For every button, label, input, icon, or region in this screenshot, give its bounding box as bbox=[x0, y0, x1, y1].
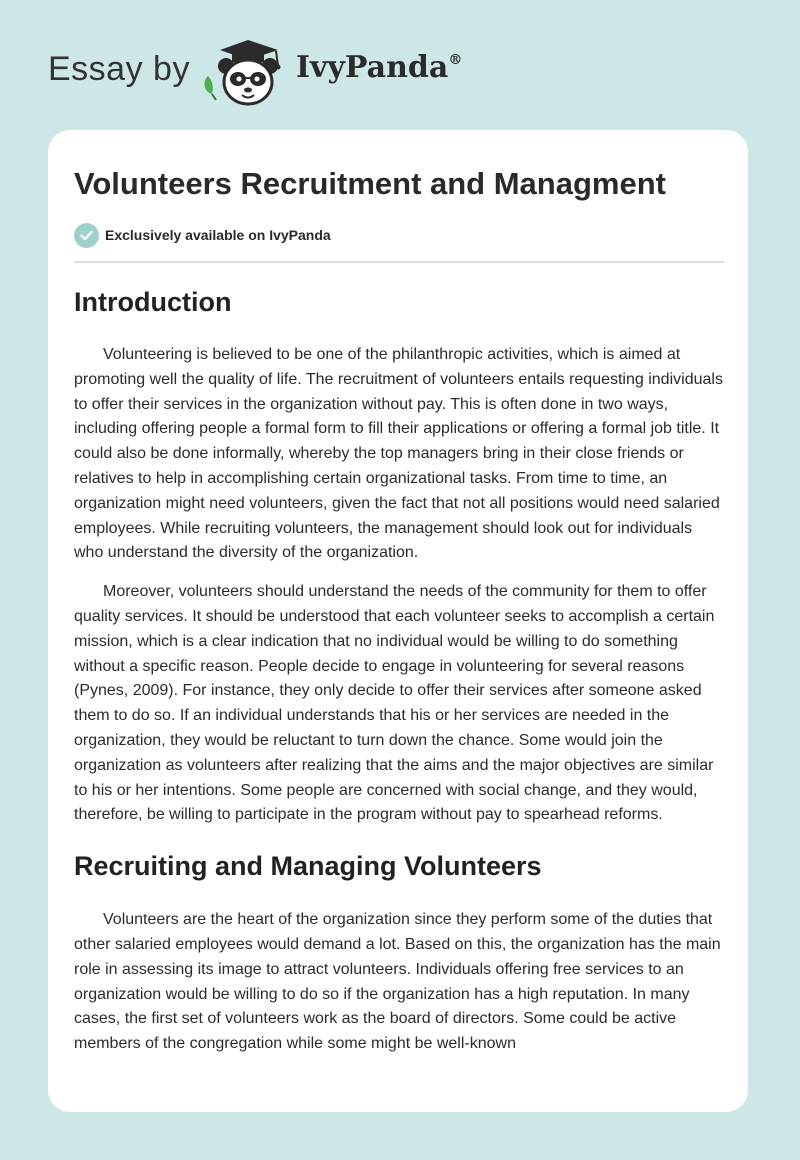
check-icon bbox=[74, 223, 99, 248]
exclusive-badge bbox=[74, 222, 331, 248]
brand-name[interactable] bbox=[296, 50, 462, 85]
essay-content bbox=[74, 280, 724, 1057]
brand-text: IvyPanda bbox=[296, 50, 449, 85]
site-header bbox=[0, 0, 800, 130]
section-heading: Introduction bbox=[74, 287, 232, 317]
section-heading: Recruiting and Managing Volunteers bbox=[74, 851, 542, 882]
panda-logo-icon[interactable] bbox=[198, 36, 293, 108]
registered-mark: ® bbox=[448, 52, 463, 68]
essay-by-label: Essay by bbox=[48, 50, 190, 88]
paragraph: Volunteering is believed to be one of the philanthropic activities, which is aimed at promoting well the quality of life. The recruitment of volunteers entails requesting individuals to offer their services in the organization without pay. This is often done in two ways, including offering people a formal form to fill their applications or offering a formal job title. It could also be done informally, whereby the top managers bring in their close friends or relatives to help in accomplishing certain organizational tasks. From time to time, an organization might need volunteers, given the fact that not all positions would need salaried employees. While recruiting volunteers, the management should look out for individuals who understand the diversity of the organization. bbox=[74, 346, 723, 562]
exclusive-badge-text: Exclusively available on IvyPanda bbox=[105, 227, 331, 243]
essay-card bbox=[48, 130, 748, 1112]
paragraph: Moreover, volunteers should understand the needs of the community for them to offer quality services. It should be understood that each volunteer seeks to accomplish a certain mission, which is a clear indication that no individual would be willing to do something without a specific reason. People decide to engage in volunteering for several reasons (Pynes, 2009). For instance, they only decide to offer their services after someone asked them to do so. If an individual understands that his or her services are needed in the organization, they would be reluctant to turn down the chance. Some would join the organization as volunteers after realizing that the aims and the major objectives are similar to his or her intentions. Some people are concerned with social change, and they would, therefore, be willing to participate in the program without pay to spearhead reforms. bbox=[74, 583, 715, 824]
paragraph: Volunteers are the heart of the organization since they perform some of the duties that other salaried employees would demand a lot. Based on this, the organization has the main role in assessing its image to attract volunteers. Individuals offering free services to an organization would be willing to do so if the organization has a high reputation. In many cases, the first set of volunteers work as the board of directors. Some could be active members of the congregation while some might be well-known bbox=[74, 911, 721, 1053]
divider bbox=[74, 261, 724, 263]
page-title: Volunteers Recruitment and Managment bbox=[74, 166, 666, 201]
